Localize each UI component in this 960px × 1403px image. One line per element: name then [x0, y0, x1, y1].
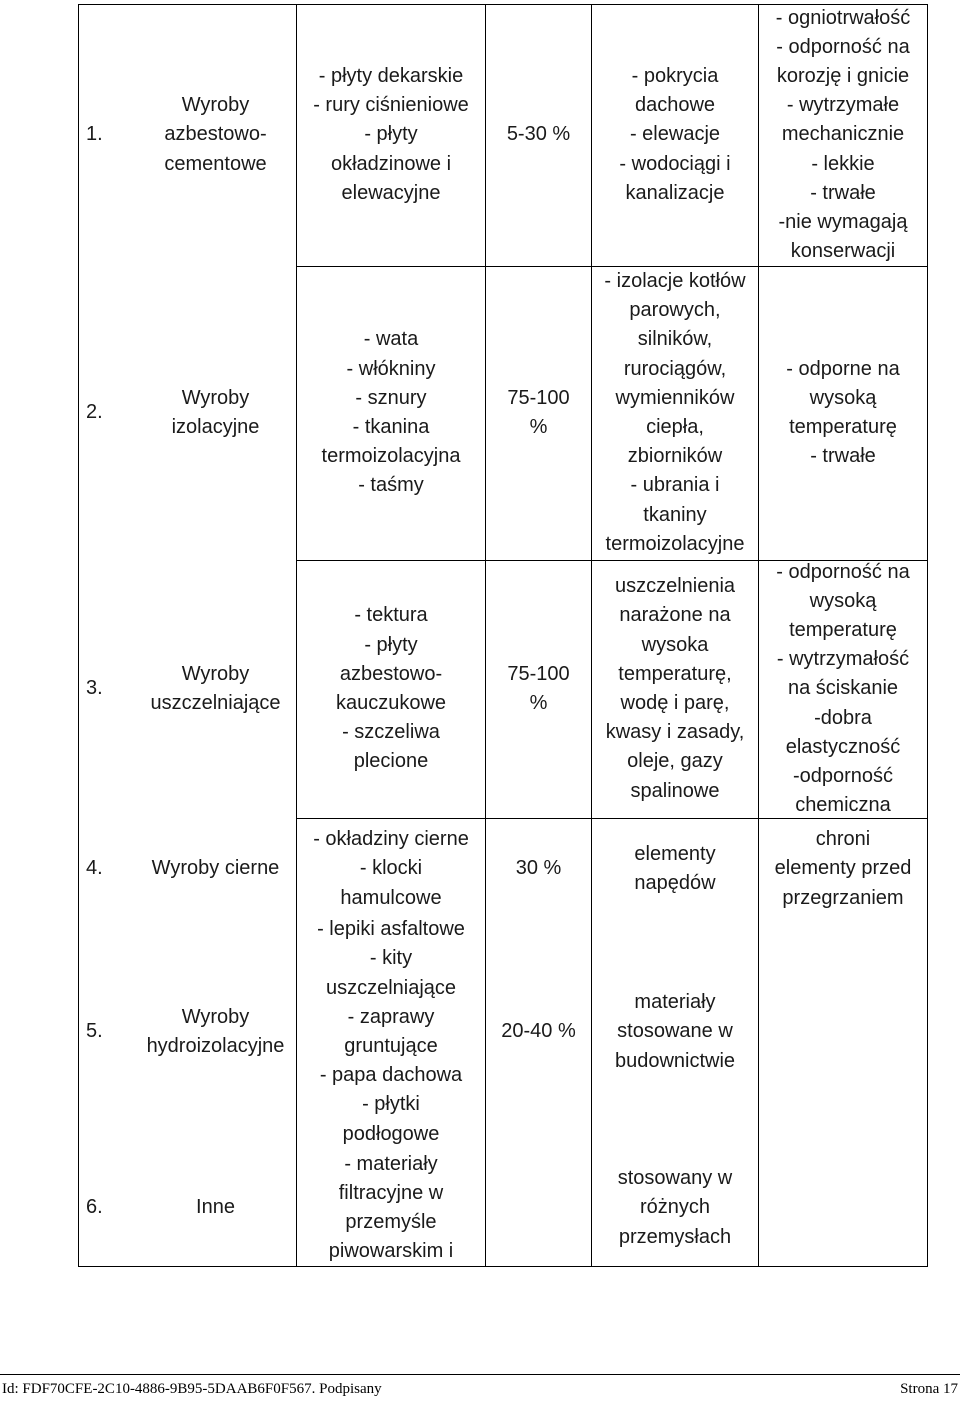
row-products: - lepiki asfaltowe - kity uszczelniające - zaprawy gruntujące - papa dachowa - płytki podłogowe — [317, 918, 465, 1145]
row-asbestos-content: 20-40 % — [501, 1020, 576, 1043]
row-properties: chroni elementy przed przegrzaniem — [774, 828, 912, 909]
row-products: - płyty dekarskie - rury ciśnieniowe - płyty okładzinowe i elewacyjne — [313, 64, 469, 204]
row-number: 4. — [86, 857, 103, 880]
row-category: Inne — [196, 1196, 235, 1219]
row-products: - materiały filtracyjne w przemyśle piwowarskim i — [328, 1152, 454, 1263]
page-footer — [0, 1376, 960, 1403]
row-applications: elementy napędów — [634, 842, 716, 894]
table-border-right — [927, 4, 928, 1267]
row-category: Wyroby uszczelniające — [150, 662, 281, 714]
row-products: - wata - włókniny - sznury - tkanina termoizolacyjna - taśmy — [321, 328, 461, 497]
row-applications: - pokrycia dachowe - elewacje - wodociągi i kanalizacje — [619, 64, 731, 204]
row-number: 3. — [86, 677, 103, 700]
row-category: Wyroby hydroizolacyjne — [146, 1005, 285, 1057]
row-products: - tektura - płyty azbestowo- kauczukowe - szczeliwa plecione — [335, 604, 447, 773]
row-asbestos-content: 5-30 % — [506, 123, 571, 146]
row-category: Wyroby cierne — [151, 857, 280, 880]
row-asbestos-content: 75-100 % — [507, 662, 570, 714]
row-category: Wyroby azbestowo- cementowe — [164, 94, 267, 175]
row-properties — [759, 1150, 927, 1266]
row-number: 6. — [86, 1196, 103, 1219]
row-properties: - odporne na wysoką temperaturę - trwałe — [786, 357, 900, 468]
row-asbestos-content: 75-100 % — [507, 386, 570, 438]
row-number: 5. — [86, 1020, 103, 1043]
page-number: Strona 17 — [900, 1381, 958, 1397]
row-properties: - ogniotrwałość - odporność na korozję i gnicie - wytrzymałe mechanicznie - lekkie - trwałe -nie wymagają konserwacji — [775, 6, 911, 263]
row-properties — [759, 914, 927, 1150]
row-products: - okładziny cierne - klocki hamulcowe — [313, 828, 469, 909]
table-border-bottom — [78, 1266, 928, 1267]
row-applications: materiały stosowane w budownictwie — [614, 991, 736, 1072]
row-number: 1. — [86, 123, 103, 146]
row-applications: uszczelnienia narażone na wysoka temperaturę, wodę i parę, kwasy i zasady, oleje, gazy spalinowe — [605, 575, 745, 802]
row-asbestos-content: 30 % — [515, 857, 562, 880]
row-number: 2. — [86, 401, 103, 424]
row-properties: - odporność na wysoką temperaturę - wytrzymałość na ściskanie -dobra elastyczność -odporność chemiczna — [776, 560, 910, 817]
footer-rule — [0, 1374, 960, 1375]
table-border-left — [78, 4, 79, 1267]
row-category: Wyroby izolacyjne — [171, 386, 260, 438]
row-applications: - izolacje kotłów parowych, silników, rurociągów, wymienników ciepła, zbiorników - ubrania i tkaniny termoizolacyjne — [604, 269, 746, 555]
row-asbestos-content — [486, 1150, 591, 1266]
document-id: Id: FDF70CFE-2C10-4886-9B95-5DAAB6F0F567. Podpisany — [2, 1381, 382, 1397]
row-applications: stosowany w różnych przemysłach — [617, 1167, 733, 1248]
